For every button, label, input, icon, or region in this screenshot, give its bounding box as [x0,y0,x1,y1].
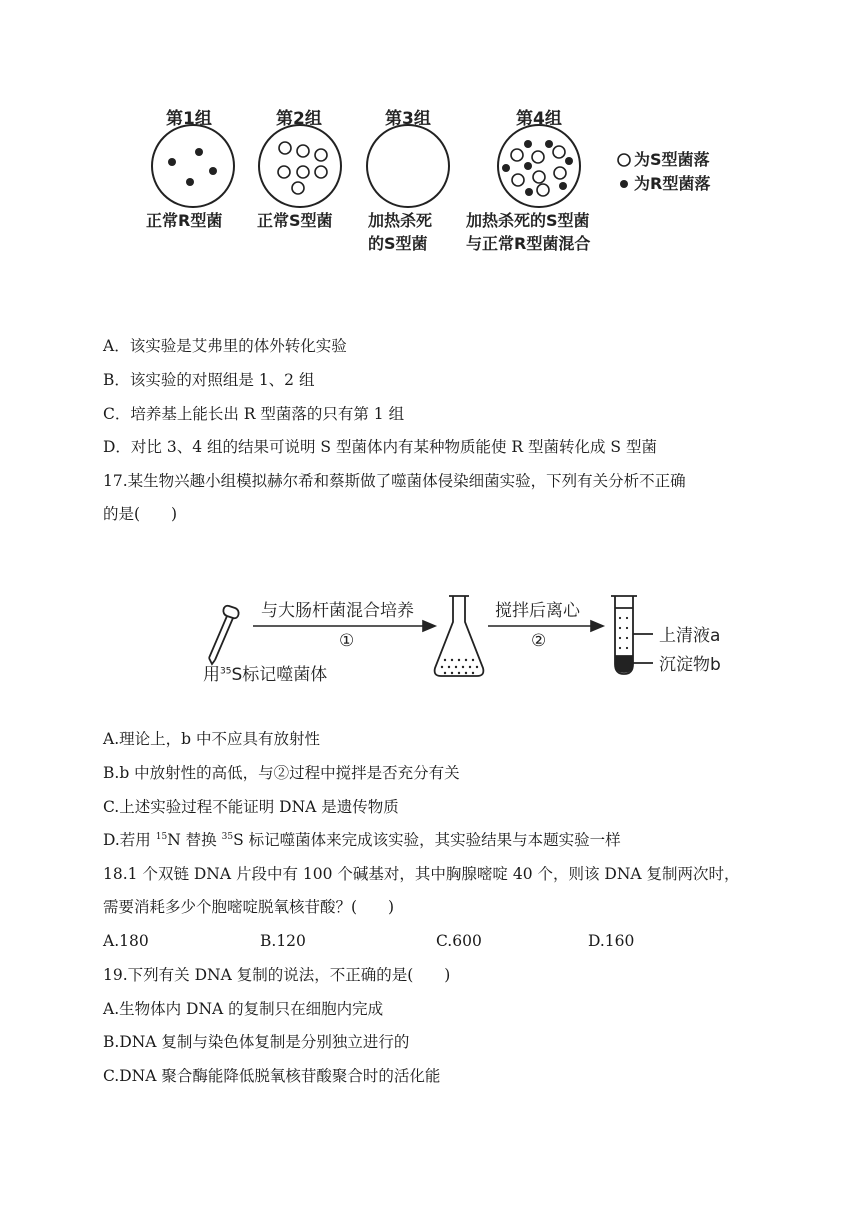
figure-hershey-chase [195,586,755,691]
step1-label: 与大肠杆菌混合培养 [261,601,414,621]
q18-option-c: C.600 [436,932,482,950]
test-tube-icon [611,596,653,674]
phage-dropper-icon [209,606,239,664]
q19-option-c: C.DNA 聚合酶能降低脱氧核苷酸聚合时的活化能 [103,1067,441,1085]
q17-option-d: D.若用 $^{15}$N 替换 $^{35}$S 标记噬菌体来完成该实验，其实验结果与本题实验一样 [103,831,621,849]
q17-stem-line2: 的是( ) [103,505,178,523]
phage-label: 用$^{35}$S标记噬菌体 [203,665,328,685]
q19-option-b: B.DNA 复制与染色体复制是分别独立进行的 [103,1033,410,1051]
group4-title: 第4组 [516,109,562,129]
sediment-label: 沉淀物b [659,655,721,675]
group4-caption-line2: 与正常R型菌混合 [466,234,591,253]
group1-title: 第1组 [166,109,212,129]
q17-stem-line1: 17.某生物兴趣小组模拟赫尔希和蔡斯做了噬菌体侵染细菌实验，下列有关分析不正确 [103,472,686,490]
step2-label: 搅拌后离心 [495,601,580,621]
q18-option-b: B.120 [260,932,306,950]
arrow-step2 [488,621,603,631]
dish-group2 [259,125,341,207]
group3-caption-line1: 加热杀死 [368,211,433,230]
group1-caption: 正常R型菌 [146,211,223,230]
flask-icon [435,596,484,676]
q16-option-b: B．该实验的对照组是 1、2 组 [103,371,315,389]
legend-r-symbol [620,180,628,188]
q16-option-d: D．对比 3、4 组的结果可说明 S 型菌体内有某种物质能使 R 型菌转化成 S 型菌 [103,438,657,456]
supernatant-label: 上清液a [659,626,721,646]
legend-r-type: 为R型菌落 [634,174,711,193]
figure-griffith [140,100,740,265]
dish-group1 [152,125,234,207]
q17-option-c: C.上述实验过程不能证明 DNA 是遗传物质 [103,798,399,816]
q16-option-a: A．该实验是艾弗里的体外转化实验 [103,337,347,355]
legend-s-type: 为S型菌落 [634,150,710,169]
legend-s-symbol [618,154,630,166]
q18-option-d: D.160 [588,932,635,950]
q19-option-a: A.生物体内 DNA 的复制只在细胞内完成 [103,1000,384,1018]
q19-stem: 19.下列有关 DNA 复制的说法，不正确的是( ) [103,966,451,984]
q18-option-a: A.180 [103,932,149,950]
group3-caption-line2: 的S型菌 [368,234,428,253]
dish-group3 [367,125,449,207]
group4-caption-line1: 加热杀死的S型菌 [466,211,590,230]
q16-option-c: C．培养基上能长出 R 型菌落的只有第 1 组 [103,405,405,423]
q18-stem-line1: 18.1 个双链 DNA 片段中有 100 个碱基对，其中胸腺嘧啶 40 个，则该 DNA 复制两次时， [103,865,740,883]
group3-title: 第3组 [385,109,431,129]
group2-caption: 正常S型菌 [257,211,333,230]
group2-title: 第2组 [276,109,322,129]
dish-group4 [498,125,580,207]
q17-option-a: A.理论上，b 中不应具有放射性 [103,730,320,748]
step2-number: ② [531,631,547,651]
q18-stem-line2: 需要消耗多少个胞嘧啶脱氧核苷酸？( ) [103,898,395,916]
step1-number: ① [339,631,355,651]
q17-option-b: B.b 中放射性的高低，与②过程中搅拌是否充分有关 [103,764,460,782]
arrow-step1 [253,621,435,631]
